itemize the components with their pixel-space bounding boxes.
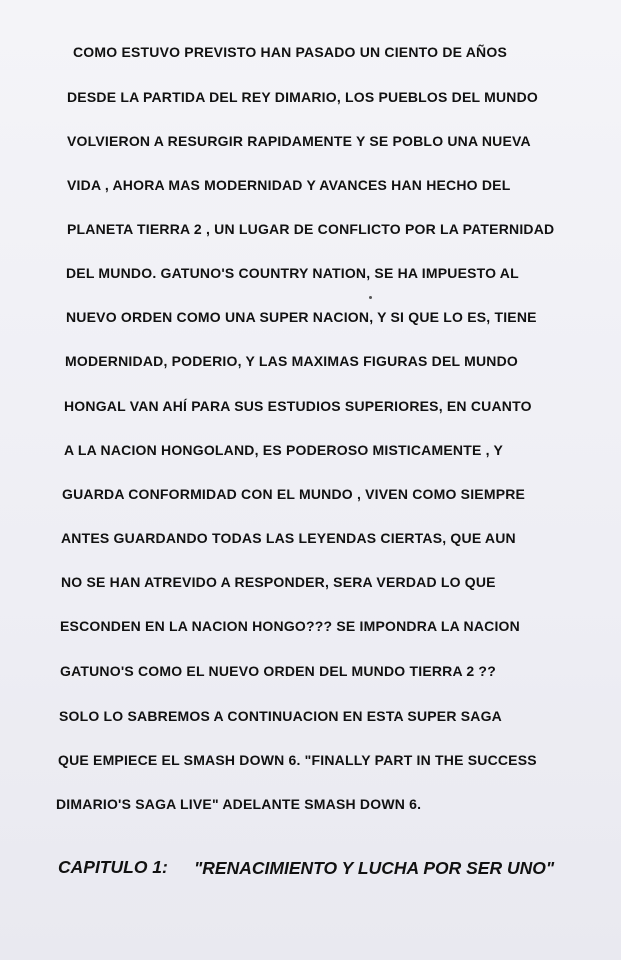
text-line-13: NO SE HAN ATREVIDO A RESPONDER, SERA VERDAD LO QUE: [61, 574, 496, 590]
chapter-label: CAPITULO 1:: [58, 857, 168, 877]
text-line-16: SOLO LO SABREMOS A CONTINUACION EN ESTA SUPER SAGA: [59, 708, 502, 724]
text-line-3: VOLVIERON A RESURGIR RAPIDAMENTE Y SE POBLO UNA NUEVA: [67, 133, 531, 149]
ink-speck: [369, 296, 372, 299]
text-line-4: VIDA , AHORA MAS MODERNIDAD Y AVANCES HAN HECHO DEL: [67, 177, 511, 193]
chapter-title: "RENACIMIENTO Y LUCHA POR SER UNO": [194, 858, 555, 878]
text-line-7: NUEVO ORDEN COMO UNA SUPER NACION, Y SI QUE LO ES, TIENE: [66, 309, 537, 325]
text-line-17: QUE EMPIECE EL SMASH DOWN 6. "FINALLY PART IN THE SUCCESS: [58, 752, 537, 768]
text-line-8: MODERNIDAD, PODERIO, Y LAS MAXIMAS FIGURAS DEL MUNDO: [65, 353, 518, 369]
text-line-2: DESDE LA PARTIDA DEL REY DIMARIO, LOS PUEBLOS DEL MUNDO: [67, 89, 538, 105]
text-line-6: DEL MUNDO. GATUNO'S COUNTRY NATION, SE HA IMPUESTO AL: [66, 265, 519, 281]
text-line-11: GUARDA CONFORMIDAD CON EL MUNDO , VIVEN COMO SIEMPRE: [62, 486, 526, 502]
text-line-5: PLANETA TIERRA 2 , UN LUGAR DE CONFLICTO POR LA PATERNIDAD: [67, 221, 555, 237]
text-line-9: HONGAL VAN AHÍ PARA SUS ESTUDIOS SUPERIORES, EN CUANTO: [64, 398, 532, 414]
text-line-14: ESCONDEN EN LA NACION HONGO??? SE IMPONDRA LA NACION: [60, 618, 520, 634]
text-line-10: A LA NACION HONGOLAND, ES PODEROSO MISTICAMENTE , Y: [64, 442, 504, 458]
text-line-18: DIMARIO'S SAGA LIVE" ADELANTE SMASH DOWN 6.: [56, 796, 422, 812]
text-line-1: COMO ESTUVO PREVISTO HAN PASADO UN CIENTO DE AÑOS: [73, 44, 507, 60]
text-line-12: ANTES GUARDANDO TODAS LAS LEYENDAS CIERTAS, QUE AUN: [61, 530, 516, 546]
text-line-15: GATUNO'S COMO EL NUEVO ORDEN DEL MUNDO TIERRA 2 ??: [60, 663, 496, 679]
